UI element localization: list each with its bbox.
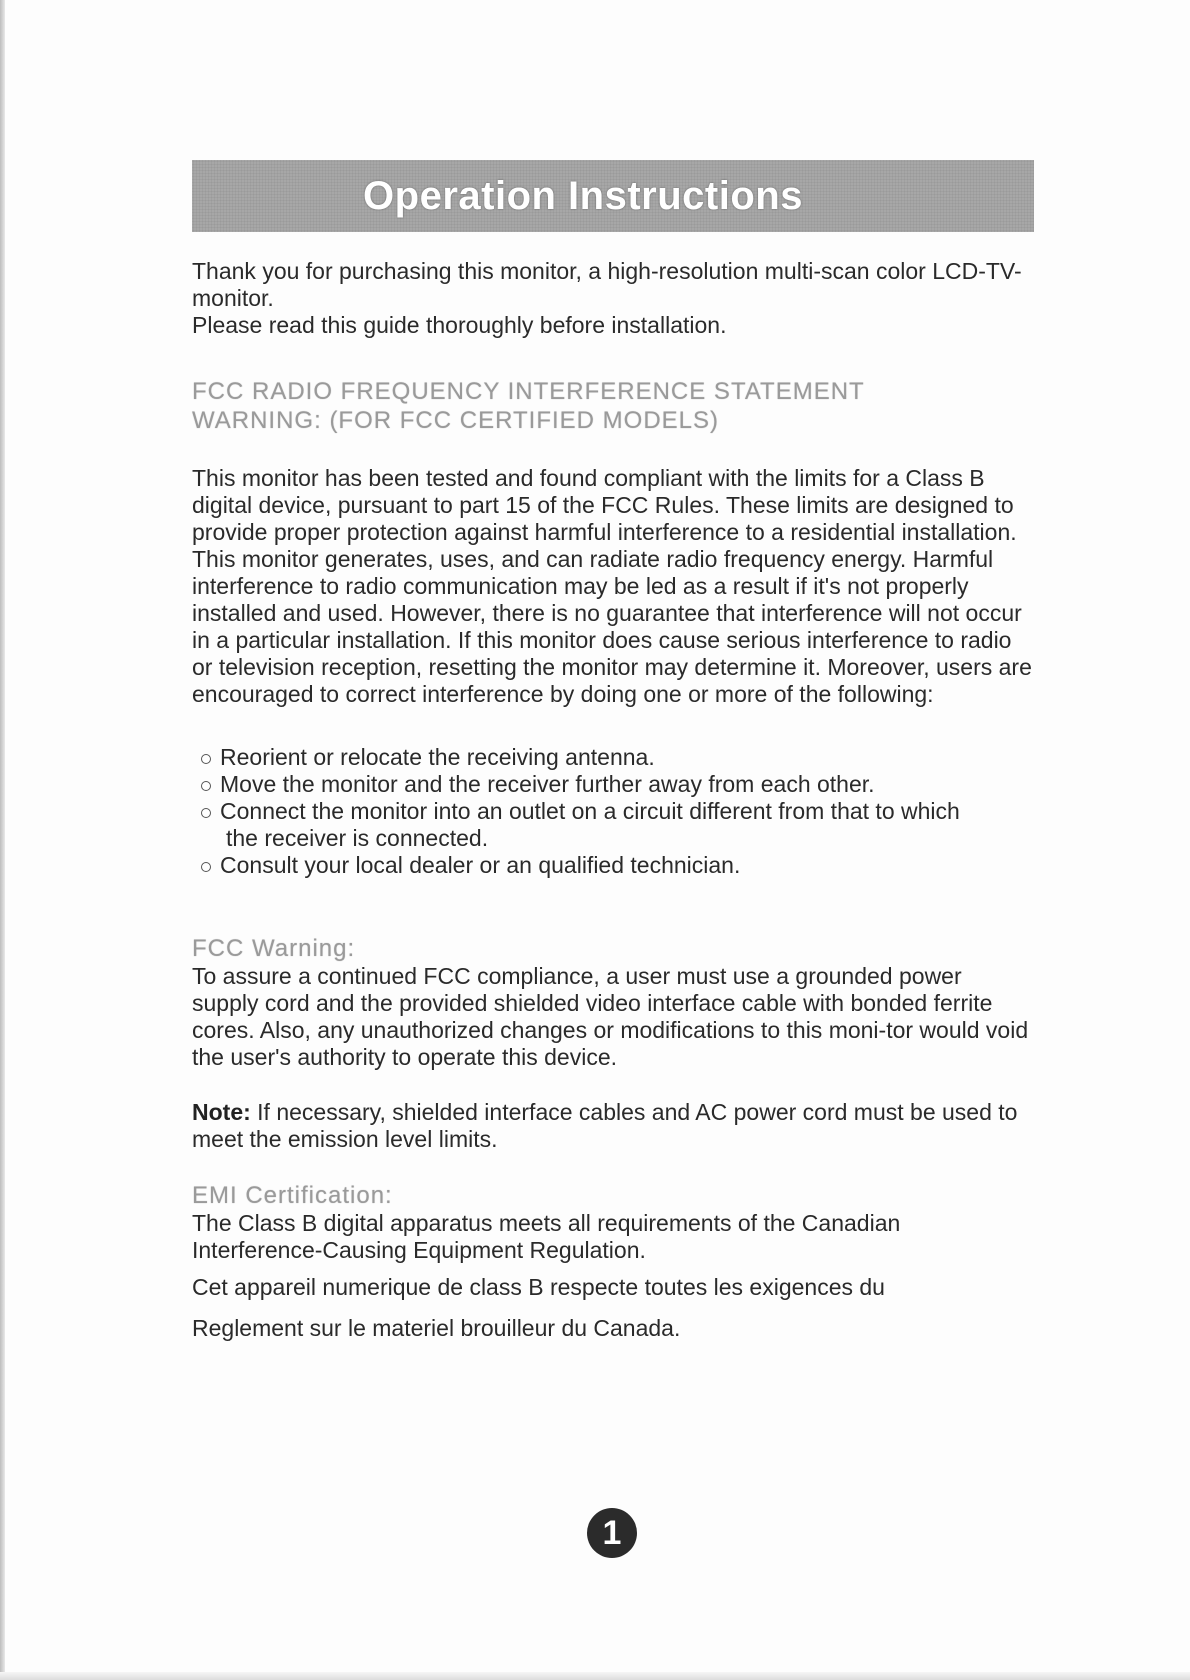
fcc-warning-body: To assure a continued FCC compliance, a user must use a grounded power supply cord and the provided shielded video interface cable with bonded ferrite cores. Also, any unauthorized changes or modifications to this moni-tor would void the user's authority to operate this device. xyxy=(192,963,1029,1070)
measure-2: Move the monitor and the receiver further away from each other. xyxy=(220,771,875,797)
list-item xyxy=(192,798,1032,852)
list-item xyxy=(192,852,1032,879)
list-item xyxy=(192,744,1032,771)
page-bottom-edge xyxy=(0,1672,1190,1680)
note-label: Note: xyxy=(192,1099,251,1125)
fcc-heading-line-1: FCC RADIO FREQUENCY INTERFERENCE STATEMENT xyxy=(192,378,865,405)
intro-line-2: Please read this guide thoroughly before installation. xyxy=(192,312,727,338)
page-number-badge: 1 xyxy=(587,1508,637,1558)
list-item xyxy=(192,771,1032,798)
intro-line-1: Thank you for purchasing this monitor, a high-resolution multi-scan color LCD-TV-monitor. xyxy=(192,258,1022,311)
interference-measures-list xyxy=(192,744,1032,879)
measure-3-continued: the receiver is connected. xyxy=(226,825,489,851)
page-title: Operation Instructions xyxy=(363,173,803,218)
measure-1: Reorient or relocate the receiving antenna. xyxy=(220,744,655,770)
note-text: If necessary, shielded interface cables and AC power cord must be used to meet the emission level limits. xyxy=(192,1099,1018,1152)
measure-4: Consult your local dealer or an qualified technician. xyxy=(220,852,741,878)
emi-french-line-1: Cet appareil numerique de class B respecte toutes les exigences du xyxy=(192,1274,885,1300)
fcc-warning-heading: FCC Warning: xyxy=(192,935,356,962)
measure-3: Connect the monitor into an outlet on a circuit different from that to which xyxy=(220,798,960,824)
fcc-statement-body: This monitor has been tested and found compliant with the limits for a Class B digital device, pursuant to part 15 of the FCC Rules. These limits are designed to provide proper protection against harmful interference to a residential installation. This monitor generates, uses, and can radiate radio frequency energy. Harmful interference to radio communication may be led as a result if it's not properly installed and used. However, there is no guarantee that interference will not occur in a particular installation. If this monitor does cause serious interference to radio or television reception, resetting the monitor may determine it. Moreover, users are encouraged to correct interference by doing one or more of the following: xyxy=(192,465,1032,707)
document-body xyxy=(192,258,1032,1342)
title-banner xyxy=(192,160,1034,232)
intro-section xyxy=(192,258,1032,339)
emi-section xyxy=(192,1181,1032,1342)
page-left-edge xyxy=(0,0,5,1680)
note-paragraph xyxy=(192,1099,1032,1153)
emi-english: The Class B digital apparatus meets all requirements of the Canadian Interference-Causing Equipment Regulation. xyxy=(192,1210,901,1263)
emi-heading: EMI Certification: xyxy=(192,1182,393,1209)
fcc-heading-line-2: WARNING: (FOR FCC CERTIFIED MODELS) xyxy=(192,407,719,434)
fcc-warning-section xyxy=(192,934,1032,1071)
fcc-statement-heading xyxy=(192,377,1032,435)
emi-french-line-2: Reglement sur le materiel brouilleur du Canada. xyxy=(192,1315,681,1341)
